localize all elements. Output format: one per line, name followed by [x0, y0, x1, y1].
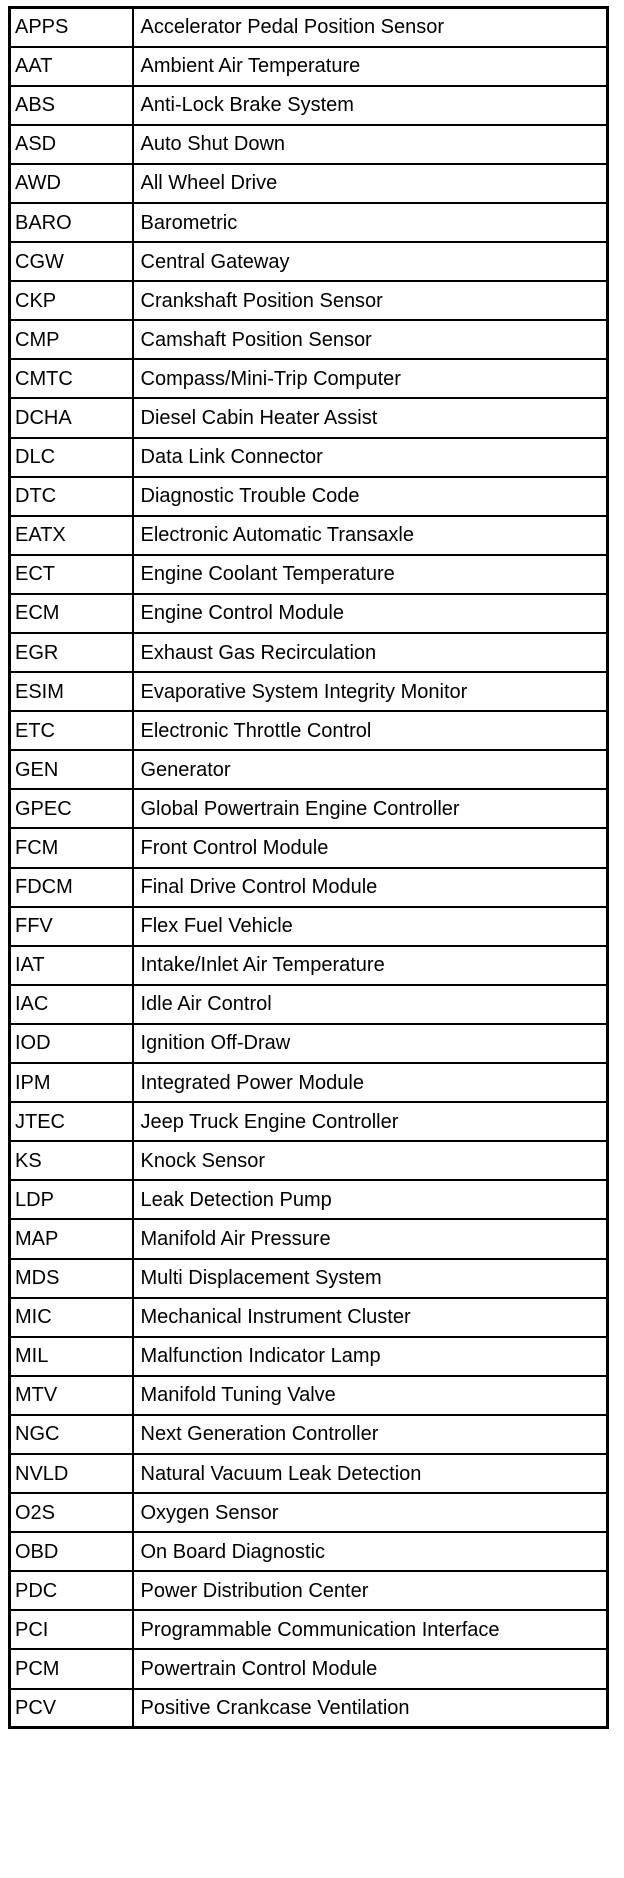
table-row	[10, 1532, 608, 1571]
table-row	[10, 477, 608, 516]
table-row	[10, 1063, 608, 1102]
abbreviation-meaning: Camshaft Position Sensor	[133, 320, 608, 359]
abbreviation-code: MIC	[10, 1298, 133, 1337]
abbreviation-meaning: Engine Control Module	[133, 594, 608, 633]
table-row	[10, 47, 608, 86]
abbreviation-code: NGC	[10, 1415, 133, 1454]
abbreviation-meaning: Integrated Power Module	[133, 1063, 608, 1102]
abbreviation-code: DLC	[10, 438, 133, 477]
table-row	[10, 1102, 608, 1141]
abbreviation-meaning: Auto Shut Down	[133, 125, 608, 164]
table-row	[10, 1180, 608, 1219]
abbreviation-meaning: Global Powertrain Engine Controller	[133, 789, 608, 828]
abbreviation-code: PCM	[10, 1649, 133, 1688]
table-row	[10, 828, 608, 867]
table-row	[10, 164, 608, 203]
abbreviation-code: AAT	[10, 47, 133, 86]
table-row	[10, 1454, 608, 1493]
abbreviation-code: ECT	[10, 555, 133, 594]
abbreviation-code: IOD	[10, 1024, 133, 1063]
table-row	[10, 1689, 608, 1728]
abbreviation-table-body	[10, 8, 608, 1728]
table-row	[10, 1024, 608, 1063]
abbreviation-meaning: Diesel Cabin Heater Assist	[133, 398, 608, 437]
table-row	[10, 1337, 608, 1376]
table-row	[10, 555, 608, 594]
abbreviation-code: OBD	[10, 1532, 133, 1571]
abbreviation-meaning: Electronic Automatic Transaxle	[133, 516, 608, 555]
abbreviation-meaning: Manifold Air Pressure	[133, 1219, 608, 1258]
abbreviation-meaning: Generator	[133, 750, 608, 789]
abbreviation-code: MDS	[10, 1259, 133, 1298]
abbreviation-meaning: Ignition Off-Draw	[133, 1024, 608, 1063]
table-row	[10, 985, 608, 1024]
table-row	[10, 672, 608, 711]
abbreviation-code: IPM	[10, 1063, 133, 1102]
abbreviation-meaning: Barometric	[133, 203, 608, 242]
table-row	[10, 516, 608, 555]
abbreviation-code: APPS	[10, 8, 133, 47]
table-row	[10, 1219, 608, 1258]
abbreviation-code: O2S	[10, 1493, 133, 1532]
abbreviation-meaning: Engine Coolant Temperature	[133, 555, 608, 594]
abbreviation-meaning: Powertrain Control Module	[133, 1649, 608, 1688]
abbreviation-meaning: Central Gateway	[133, 242, 608, 281]
abbreviation-code: EGR	[10, 633, 133, 672]
abbreviation-code: BARO	[10, 203, 133, 242]
abbreviation-code: EATX	[10, 516, 133, 555]
abbreviation-code: GPEC	[10, 789, 133, 828]
table-row	[10, 711, 608, 750]
abbreviation-meaning: Exhaust Gas Recirculation	[133, 633, 608, 672]
table-row	[10, 1649, 608, 1688]
abbreviation-meaning: Accelerator Pedal Position Sensor	[133, 8, 608, 47]
table-row	[10, 1571, 608, 1610]
table-row	[10, 1610, 608, 1649]
abbreviation-meaning: Natural Vacuum Leak Detection	[133, 1454, 608, 1493]
abbreviation-code: JTEC	[10, 1102, 133, 1141]
abbreviation-meaning: Oxygen Sensor	[133, 1493, 608, 1532]
abbreviation-code: CKP	[10, 281, 133, 320]
table-row	[10, 203, 608, 242]
abbreviation-code: CMTC	[10, 359, 133, 398]
abbreviation-meaning: Data Link Connector	[133, 438, 608, 477]
abbreviation-code: ESIM	[10, 672, 133, 711]
abbreviation-meaning: Knock Sensor	[133, 1141, 608, 1180]
table-row	[10, 1141, 608, 1180]
abbreviation-code: AWD	[10, 164, 133, 203]
table-row	[10, 8, 608, 47]
abbreviation-code: DTC	[10, 477, 133, 516]
abbreviation-code: GEN	[10, 750, 133, 789]
table-row	[10, 750, 608, 789]
abbreviation-code: FDCM	[10, 868, 133, 907]
abbreviation-meaning: Power Distribution Center	[133, 1571, 608, 1610]
abbreviation-meaning: Programmable Communication Interface	[133, 1610, 608, 1649]
abbreviation-meaning: Malfunction Indicator Lamp	[133, 1337, 608, 1376]
abbreviation-code: MIL	[10, 1337, 133, 1376]
abbreviation-code: CMP	[10, 320, 133, 359]
abbreviation-meaning: Diagnostic Trouble Code	[133, 477, 608, 516]
abbreviation-code: KS	[10, 1141, 133, 1180]
abbreviation-meaning: Anti-Lock Brake System	[133, 86, 608, 125]
table-row	[10, 359, 608, 398]
abbreviation-code: ASD	[10, 125, 133, 164]
abbreviation-sheet	[8, 6, 609, 1729]
abbreviation-meaning: Next Generation Controller	[133, 1415, 608, 1454]
abbreviation-meaning: Crankshaft Position Sensor	[133, 281, 608, 320]
abbreviation-meaning: Leak Detection Pump	[133, 1180, 608, 1219]
abbreviation-code: MTV	[10, 1376, 133, 1415]
abbreviation-meaning: Positive Crankcase Ventilation	[133, 1689, 608, 1728]
abbreviation-meaning: Mechanical Instrument Cluster	[133, 1298, 608, 1337]
table-row	[10, 320, 608, 359]
abbreviation-code: DCHA	[10, 398, 133, 437]
abbreviation-meaning: Evaporative System Integrity Monitor	[133, 672, 608, 711]
table-row	[10, 789, 608, 828]
abbreviation-code: IAC	[10, 985, 133, 1024]
abbreviation-code: IAT	[10, 946, 133, 985]
abbreviation-meaning: Manifold Tuning Valve	[133, 1376, 608, 1415]
abbreviation-code: ETC	[10, 711, 133, 750]
abbreviation-code: FCM	[10, 828, 133, 867]
table-row	[10, 242, 608, 281]
abbreviation-meaning: Compass/Mini-Trip Computer	[133, 359, 608, 398]
table-row	[10, 633, 608, 672]
abbreviation-code: CGW	[10, 242, 133, 281]
table-row	[10, 1493, 608, 1532]
abbreviation-meaning: On Board Diagnostic	[133, 1532, 608, 1571]
abbreviation-code: LDP	[10, 1180, 133, 1219]
table-row	[10, 907, 608, 946]
abbreviation-code: FFV	[10, 907, 133, 946]
abbreviation-code: PDC	[10, 1571, 133, 1610]
abbreviation-meaning: Electronic Throttle Control	[133, 711, 608, 750]
table-row	[10, 438, 608, 477]
table-row	[10, 1415, 608, 1454]
abbreviation-meaning: Front Control Module	[133, 828, 608, 867]
abbreviation-code: NVLD	[10, 1454, 133, 1493]
abbreviation-code: MAP	[10, 1219, 133, 1258]
abbreviation-meaning: Idle Air Control	[133, 985, 608, 1024]
abbreviation-code: PCV	[10, 1689, 133, 1728]
table-row	[10, 1259, 608, 1298]
abbreviation-code: ECM	[10, 594, 133, 633]
table-row	[10, 398, 608, 437]
abbreviation-meaning: Ambient Air Temperature	[133, 47, 608, 86]
table-row	[10, 1298, 608, 1337]
abbreviation-meaning: Intake/Inlet Air Temperature	[133, 946, 608, 985]
abbreviation-meaning: Multi Displacement System	[133, 1259, 608, 1298]
table-row	[10, 946, 608, 985]
abbreviation-meaning: Flex Fuel Vehicle	[133, 907, 608, 946]
abbreviation-meaning: All Wheel Drive	[133, 164, 608, 203]
table-row	[10, 868, 608, 907]
table-row	[10, 594, 608, 633]
abbreviation-code: ABS	[10, 86, 133, 125]
table-row	[10, 1376, 608, 1415]
table-row	[10, 281, 608, 320]
abbreviation-meaning: Jeep Truck Engine Controller	[133, 1102, 608, 1141]
abbreviation-table	[8, 6, 609, 1729]
table-row	[10, 125, 608, 164]
table-row	[10, 86, 608, 125]
abbreviation-meaning: Final Drive Control Module	[133, 868, 608, 907]
abbreviation-code: PCI	[10, 1610, 133, 1649]
